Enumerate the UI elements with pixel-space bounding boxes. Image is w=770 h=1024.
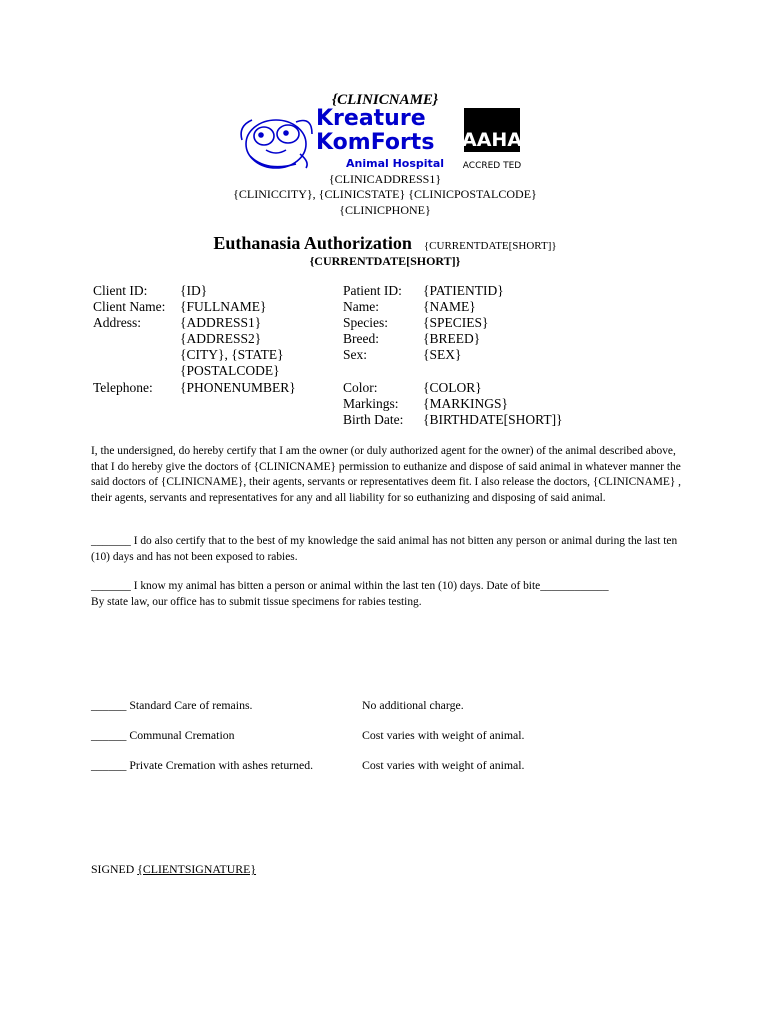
- client-tel: {PHONENUMBER}: [180, 380, 296, 395]
- authorization-paragraph: I, the undersigned, do hereby certify that I am the owner (or duly authorized agent for the owner) of the animal described above, that I do hereby give the doctors of {CLINICNAME} permission to euthanize and dispose of said animal in whatever manner the said doctors of {CLINICNAME}, their agents, servants or representatives deem fit. I also release the doctors, {CLINICNAME} , their agents, servants and representatives for any and all liability for so euthanizing and disposing of said animal.: [91, 445, 681, 504]
- client-postal: {POSTALCODE}: [180, 363, 280, 378]
- patient-id-label: Patient ID:: [343, 283, 402, 298]
- title-date: {CURRENTDATE[SHORT]}: [423, 240, 557, 252]
- accredited-text: ACCRED TED: [462, 161, 522, 171]
- clinic-city-state: {CLINICCITY}, {CLINICSTATE} {CLINICPOSTALCODE}: [233, 187, 537, 201]
- patient-markings: {MARKINGS}: [423, 396, 508, 411]
- patient-species: {SPECIES}: [423, 315, 489, 330]
- signed-label: SIGNED: [91, 862, 135, 876]
- logo-line3: Animal Hospital: [346, 157, 445, 170]
- clinic-name: {CLINICNAME}: [331, 92, 439, 108]
- bite-disclosure-line: _______ I know my animal has bitten a person or animal within the last ten (10) days. Date of bite____________: [91, 580, 609, 592]
- page-title: Euthanasia Authorization: [213, 233, 412, 253]
- client-address2: {ADDRESS2}: [180, 331, 262, 346]
- client-name-label: Client Name:: [93, 299, 166, 314]
- date-line: {CURRENTDATE[SHORT]}: [309, 254, 461, 268]
- patient-species-label: Species:: [343, 315, 388, 330]
- client-id: {ID}: [180, 283, 208, 298]
- patient-name: {NAME}: [423, 299, 476, 314]
- option-communal-cremation-note: Cost varies with weight of animal.: [362, 728, 525, 742]
- clinic-logo: [236, 106, 526, 176]
- client-tel-label: Telephone:: [93, 380, 153, 395]
- title-row: [0, 233, 770, 254]
- client-city-state: {CITY}, {STATE}: [180, 347, 284, 362]
- client-name: {FULLNAME}: [180, 299, 267, 314]
- rabies-certification-paragraph: _______ I do also certify that to the best of my knowledge the said animal has not bitten any person or animal during the last ten (10) days and has not been exposed to rabies.: [91, 535, 678, 563]
- clinic-phone: {CLINICPHONE}: [339, 203, 431, 217]
- patient-sex: {SEX}: [423, 347, 462, 362]
- option-standard-care-note: No additional charge.: [362, 698, 464, 712]
- patient-breed: {BREED}: [423, 331, 481, 346]
- patient-color-label: Color:: [343, 380, 378, 395]
- patient-breed-label: Breed:: [343, 331, 379, 346]
- signature-line: [91, 862, 256, 877]
- logo-line1: Kreature: [316, 106, 426, 131]
- client-address-label: Address:: [93, 315, 141, 330]
- option-private-cremation[interactable]: ______ Private Cremation with ashes returned.: [91, 758, 314, 772]
- patient-markings-label: Markings:: [343, 396, 399, 411]
- option-standard-care[interactable]: ______ Standard Care of remains.: [91, 698, 253, 712]
- patient-birth-label: Birth Date:: [343, 412, 404, 427]
- aaha-text: AAHA: [461, 129, 523, 151]
- option-private-cremation-note: Cost varies with weight of animal.: [362, 758, 525, 772]
- client-signature[interactable]: {CLIENTSIGNATURE}: [137, 862, 257, 876]
- client-address1: {ADDRESS1}: [180, 315, 262, 330]
- logo-line2: KomForts: [316, 130, 435, 155]
- patient-birth: {BIRTHDATE[SHORT]}: [423, 412, 563, 427]
- patient-sex-label: Sex:: [343, 347, 368, 362]
- patient-id: {PATIENTID}: [423, 283, 504, 298]
- rabies-testing-line: By state law, our office has to submit tissue specimens for rabies testing.: [91, 596, 422, 608]
- option-communal-cremation[interactable]: ______ Communal Cremation: [91, 728, 235, 742]
- client-id-label: Client ID:: [93, 283, 148, 298]
- patient-name-label: Name:: [343, 299, 379, 314]
- patient-color: {COLOR}: [423, 380, 482, 395]
- clinic-address: {CLINICADDRESS1}: [328, 172, 442, 186]
